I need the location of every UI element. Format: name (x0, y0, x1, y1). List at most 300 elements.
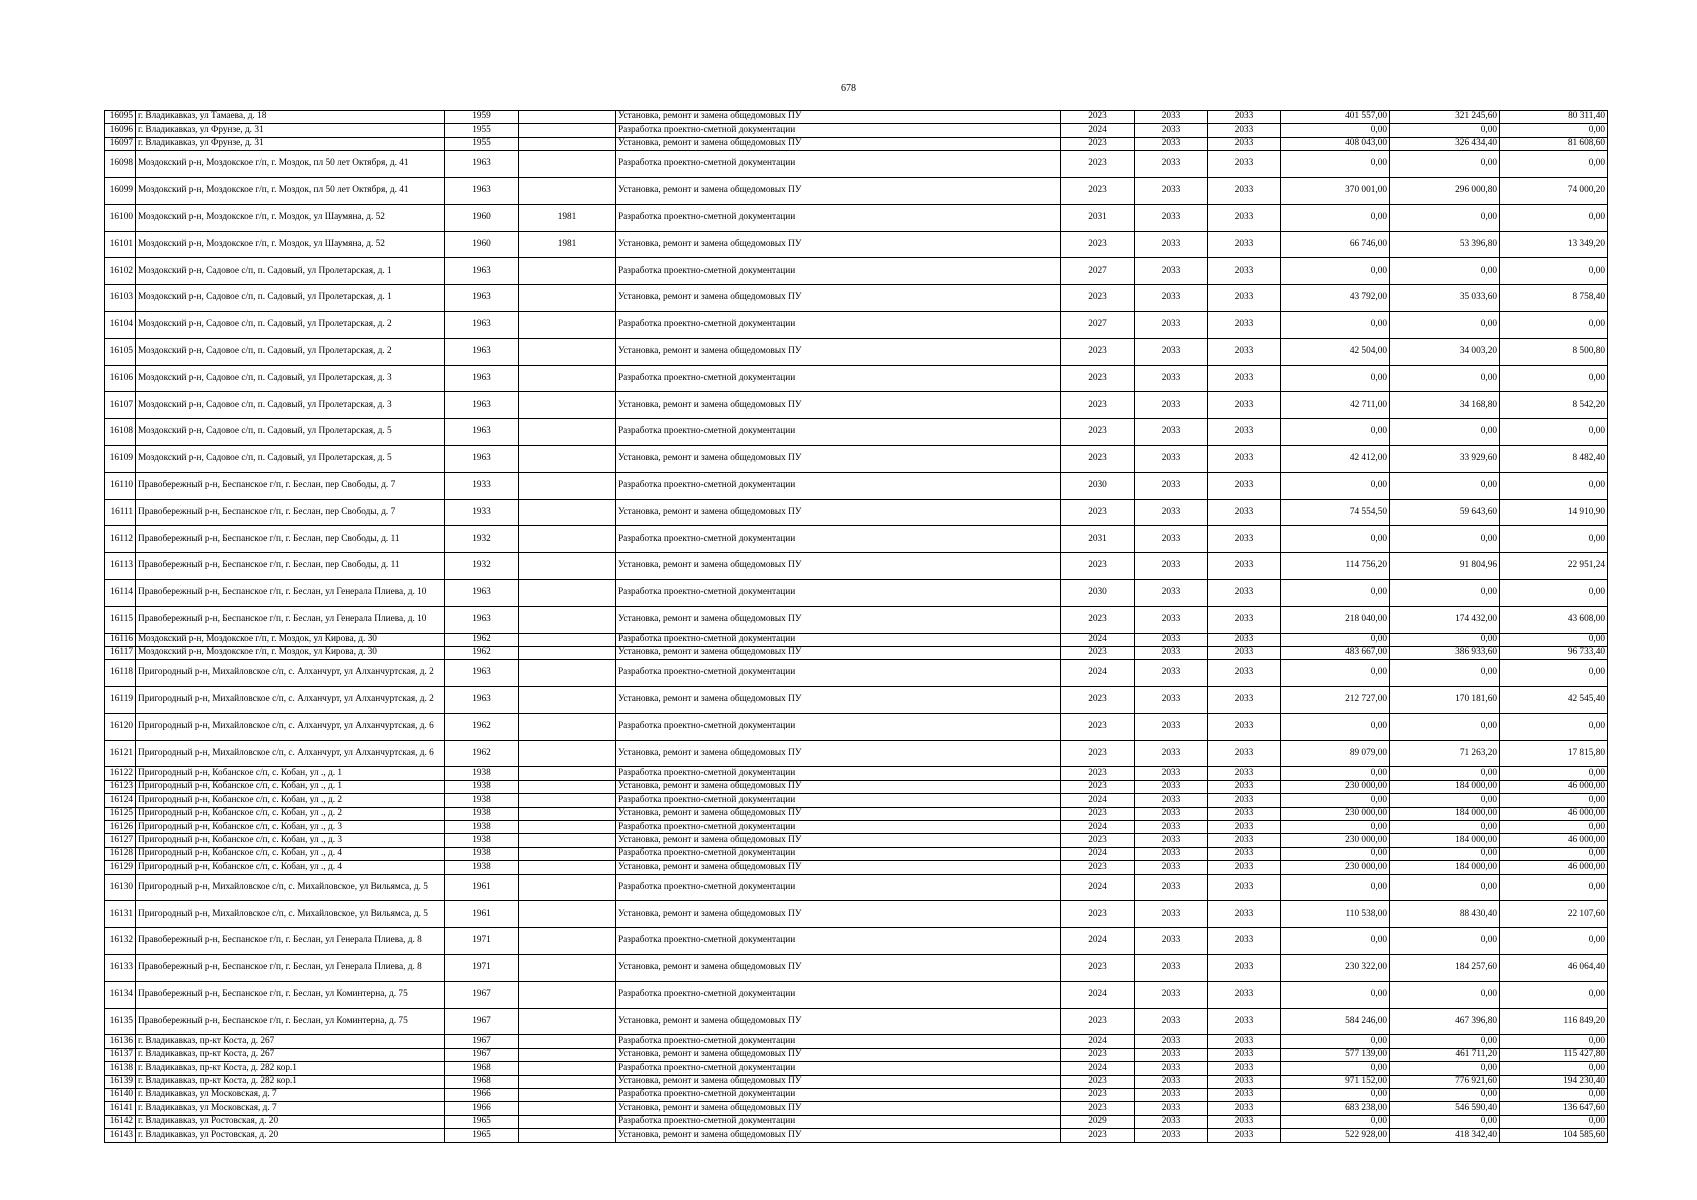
work-type-cell: Установка, ремонт и замена общедомовых ПУ (616, 111, 1061, 124)
planned-year-cell: 2023 (1061, 606, 1135, 633)
end-year-cell: 2033 (1208, 834, 1281, 847)
address-cell: Пригородный р-н, Михайловское с/п, с. Алханчурт, ул Алханчуртская, д. 2 (136, 687, 445, 714)
reconstruction-year-cell (519, 1035, 616, 1048)
work-type-cell: Разработка проектно-сметной документации (616, 526, 1061, 553)
build-year-cell: 1963 (445, 258, 519, 285)
row-number-cell: 16137 (105, 1048, 136, 1061)
row-number-cell: 16104 (105, 311, 136, 338)
total-cost-cell: 0,00 (1281, 633, 1390, 646)
table-row (105, 137, 1608, 150)
reconstruction-year-cell (519, 981, 616, 1008)
reconstruction-year-cell (519, 633, 616, 646)
fund-cost-cell: 0,00 (1390, 419, 1500, 446)
end-year-cell: 2033 (1208, 1115, 1281, 1128)
fund-cost-cell: 0,00 (1390, 874, 1500, 901)
end-year-cell: 2033 (1208, 231, 1281, 258)
address-cell: Моздокский р-н, Садовое с/п, п. Садовый, ул Пролетарская, д. 1 (136, 285, 445, 312)
total-cost-cell: 230 000,00 (1281, 834, 1390, 847)
build-year-cell: 1968 (445, 1075, 519, 1088)
work-type-cell: Установка, ремонт и замена общедомовых ПУ (616, 1075, 1061, 1088)
table-row (105, 646, 1608, 659)
total-cost-cell: 0,00 (1281, 660, 1390, 687)
start-year-cell: 2033 (1135, 1129, 1208, 1142)
work-type-cell: Разработка проектно-сметной документации (616, 874, 1061, 901)
start-year-cell: 2033 (1135, 928, 1208, 955)
start-year-cell: 2033 (1135, 1102, 1208, 1115)
fund-cost-cell: 461 711,20 (1390, 1048, 1500, 1061)
planned-year-cell: 2023 (1061, 231, 1135, 258)
build-year-cell: 1938 (445, 794, 519, 807)
build-year-cell: 1963 (445, 445, 519, 472)
owner-cost-cell: 8 500,80 (1500, 338, 1608, 365)
start-year-cell: 2033 (1135, 660, 1208, 687)
fund-cost-cell: 776 921,60 (1390, 1075, 1500, 1088)
reconstruction-year-cell (519, 553, 616, 580)
reconstruction-year-cell (519, 151, 616, 178)
address-cell: Пригородный р-н, Михайловское с/п, с. Алханчурт, ул Алханчуртская, д. 6 (136, 713, 445, 740)
build-year-cell: 1963 (445, 419, 519, 446)
end-year-cell: 2033 (1208, 928, 1281, 955)
row-number-cell: 16114 (105, 579, 136, 606)
reconstruction-year-cell (519, 780, 616, 793)
row-number-cell: 16115 (105, 606, 136, 633)
planned-year-cell: 2023 (1061, 861, 1135, 874)
total-cost-cell: 42 504,00 (1281, 338, 1390, 365)
start-year-cell: 2033 (1135, 1062, 1208, 1075)
end-year-cell: 2033 (1208, 1035, 1281, 1048)
work-type-cell: Установка, ремонт и замена общедомовых ПУ (616, 137, 1061, 150)
build-year-cell: 1938 (445, 807, 519, 820)
owner-cost-cell: 0,00 (1500, 1035, 1608, 1048)
row-number-cell: 16141 (105, 1102, 136, 1115)
fund-cost-cell: 0,00 (1390, 1115, 1500, 1128)
build-year-cell: 1963 (445, 177, 519, 204)
table-row (105, 901, 1608, 928)
fund-cost-cell: 0,00 (1390, 472, 1500, 499)
end-year-cell: 2033 (1208, 338, 1281, 365)
start-year-cell: 2033 (1135, 285, 1208, 312)
total-cost-cell: 230 000,00 (1281, 861, 1390, 874)
row-number-cell: 16112 (105, 526, 136, 553)
start-year-cell: 2033 (1135, 579, 1208, 606)
owner-cost-cell: 0,00 (1500, 633, 1608, 646)
work-type-cell: Установка, ремонт и замена общедомовых ПУ (616, 445, 1061, 472)
end-year-cell: 2033 (1208, 111, 1281, 124)
table-row (105, 606, 1608, 633)
fund-cost-cell: 53 396,80 (1390, 231, 1500, 258)
row-number-cell: 16102 (105, 258, 136, 285)
total-cost-cell: 0,00 (1281, 794, 1390, 807)
reconstruction-year-cell (519, 861, 616, 874)
total-cost-cell: 971 152,00 (1281, 1075, 1390, 1088)
row-number-cell: 16103 (105, 285, 136, 312)
build-year-cell: 1967 (445, 1035, 519, 1048)
start-year-cell: 2033 (1135, 472, 1208, 499)
work-type-cell: Разработка проектно-сметной документации (616, 794, 1061, 807)
address-cell: Правобережный р-н, Беспанское г/п, г. Беслан, пер Свободы, д. 11 (136, 526, 445, 553)
total-cost-cell: 0,00 (1281, 258, 1390, 285)
row-number-cell: 16124 (105, 794, 136, 807)
start-year-cell: 2033 (1135, 526, 1208, 553)
reconstruction-year-cell (519, 124, 616, 137)
total-cost-cell: 218 040,00 (1281, 606, 1390, 633)
total-cost-cell: 522 928,00 (1281, 1129, 1390, 1142)
reconstruction-year-cell (519, 111, 616, 124)
build-year-cell: 1966 (445, 1102, 519, 1115)
address-cell: г. Владикавказ, пр-кт Коста, д. 282 кор.1 (136, 1075, 445, 1088)
work-type-cell: Разработка проектно-сметной документации (616, 365, 1061, 392)
start-year-cell: 2033 (1135, 981, 1208, 1008)
table-row (105, 365, 1608, 392)
row-number-cell: 16116 (105, 633, 136, 646)
table-row (105, 807, 1608, 820)
planned-year-cell: 2023 (1061, 365, 1135, 392)
row-number-cell: 16100 (105, 204, 136, 231)
reconstruction-year-cell (519, 1048, 616, 1061)
reconstruction-year-cell (519, 687, 616, 714)
owner-cost-cell: 13 349,20 (1500, 231, 1608, 258)
build-year-cell: 1963 (445, 151, 519, 178)
planned-year-cell: 2023 (1061, 1129, 1135, 1142)
end-year-cell: 2033 (1208, 606, 1281, 633)
owner-cost-cell: 0,00 (1500, 365, 1608, 392)
work-type-cell: Разработка проектно-сметной документации (616, 1035, 1061, 1048)
row-number-cell: 16122 (105, 767, 136, 780)
address-cell: Пригородный р-н, Кобанское с/п, с. Кобан, ул ., д. 4 (136, 847, 445, 860)
planned-year-cell: 2023 (1061, 780, 1135, 793)
work-type-cell: Установка, ремонт и замена общедомовых ПУ (616, 338, 1061, 365)
fund-cost-cell: 0,00 (1390, 526, 1500, 553)
address-cell: Моздокский р-н, Садовое с/п, п. Садовый, ул Пролетарская, д. 5 (136, 445, 445, 472)
build-year-cell: 1938 (445, 834, 519, 847)
table-row (105, 231, 1608, 258)
address-cell: Пригородный р-н, Михайловское с/п, с. Михайловское, ул Вильямса, д. 5 (136, 874, 445, 901)
start-year-cell: 2033 (1135, 419, 1208, 446)
end-year-cell: 2033 (1208, 633, 1281, 646)
row-number-cell: 16126 (105, 821, 136, 834)
planned-year-cell: 2024 (1061, 660, 1135, 687)
planned-year-cell: 2023 (1061, 553, 1135, 580)
build-year-cell: 1932 (445, 553, 519, 580)
start-year-cell: 2033 (1135, 365, 1208, 392)
row-number-cell: 16125 (105, 807, 136, 820)
row-number-cell: 16119 (105, 687, 136, 714)
reconstruction-year-cell (519, 713, 616, 740)
owner-cost-cell: 0,00 (1500, 1062, 1608, 1075)
planned-year-cell: 2023 (1061, 767, 1135, 780)
total-cost-cell: 0,00 (1281, 579, 1390, 606)
table-row (105, 1035, 1608, 1048)
owner-cost-cell: 0,00 (1500, 311, 1608, 338)
total-cost-cell: 577 139,00 (1281, 1048, 1390, 1061)
end-year-cell: 2033 (1208, 124, 1281, 137)
build-year-cell: 1963 (445, 365, 519, 392)
owner-cost-cell: 104 585,60 (1500, 1129, 1608, 1142)
address-cell: Пригородный р-н, Кобанское с/п, с. Кобан, ул ., д. 2 (136, 794, 445, 807)
build-year-cell: 1960 (445, 204, 519, 231)
address-cell: Моздокский р-н, Садовое с/п, п. Садовый, ул Пролетарская, д. 3 (136, 365, 445, 392)
end-year-cell: 2033 (1208, 794, 1281, 807)
owner-cost-cell: 8 758,40 (1500, 285, 1608, 312)
row-number-cell: 16134 (105, 981, 136, 1008)
table-row (105, 874, 1608, 901)
owner-cost-cell: 42 545,40 (1500, 687, 1608, 714)
reconstruction-year-cell (519, 177, 616, 204)
total-cost-cell: 42 412,00 (1281, 445, 1390, 472)
end-year-cell: 2033 (1208, 137, 1281, 150)
start-year-cell: 2033 (1135, 1075, 1208, 1088)
reconstruction-year-cell (519, 338, 616, 365)
planned-year-cell: 2024 (1061, 633, 1135, 646)
table-row (105, 419, 1608, 446)
work-type-cell: Разработка проектно-сметной документации (616, 311, 1061, 338)
work-type-cell: Разработка проектно-сметной документации (616, 419, 1061, 446)
reconstruction-year-cell (519, 901, 616, 928)
fund-cost-cell: 184 000,00 (1390, 861, 1500, 874)
start-year-cell: 2033 (1135, 177, 1208, 204)
end-year-cell: 2033 (1208, 472, 1281, 499)
reconstruction-year-cell (519, 955, 616, 982)
fund-cost-cell: 0,00 (1390, 928, 1500, 955)
reconstruction-year-cell (519, 472, 616, 499)
reconstruction-year-cell (519, 1088, 616, 1101)
build-year-cell: 1971 (445, 955, 519, 982)
work-type-cell: Установка, ремонт и замена общедомовых ПУ (616, 231, 1061, 258)
total-cost-cell: 43 792,00 (1281, 285, 1390, 312)
planned-year-cell: 2023 (1061, 445, 1135, 472)
table-row (105, 780, 1608, 793)
owner-cost-cell: 136 647,60 (1500, 1102, 1608, 1115)
row-number-cell: 16129 (105, 861, 136, 874)
owner-cost-cell: 0,00 (1500, 1088, 1608, 1101)
row-number-cell: 16108 (105, 419, 136, 446)
address-cell: Пригородный р-н, Кобанское с/п, с. Кобан, ул ., д. 3 (136, 834, 445, 847)
address-cell: Моздокский р-н, Садовое с/п, п. Садовый, ул Пролетарская, д. 2 (136, 311, 445, 338)
total-cost-cell: 0,00 (1281, 928, 1390, 955)
planned-year-cell: 2031 (1061, 526, 1135, 553)
end-year-cell: 2033 (1208, 1102, 1281, 1115)
start-year-cell: 2033 (1135, 1088, 1208, 1101)
row-number-cell: 16121 (105, 740, 136, 767)
planned-year-cell: 2024 (1061, 874, 1135, 901)
end-year-cell: 2033 (1208, 1088, 1281, 1101)
row-number-cell: 16123 (105, 780, 136, 793)
owner-cost-cell: 46 000,00 (1500, 834, 1608, 847)
address-cell: г. Владикавказ, ул Тамаева, д. 18 (136, 111, 445, 124)
reconstruction-year-cell (519, 285, 616, 312)
planned-year-cell: 2023 (1061, 807, 1135, 820)
planned-year-cell: 2023 (1061, 1088, 1135, 1101)
total-cost-cell: 401 557,00 (1281, 111, 1390, 124)
reconstruction-year-cell: 1981 (519, 231, 616, 258)
table-row (105, 955, 1608, 982)
table-row (105, 258, 1608, 285)
end-year-cell: 2033 (1208, 646, 1281, 659)
table-row (105, 311, 1608, 338)
fund-cost-cell: 0,00 (1390, 204, 1500, 231)
reconstruction-year-cell (519, 1075, 616, 1088)
planned-year-cell: 2024 (1061, 821, 1135, 834)
table-row (105, 151, 1608, 178)
end-year-cell: 2033 (1208, 713, 1281, 740)
address-cell: г. Владикавказ, пр-кт Коста, д. 267 (136, 1048, 445, 1061)
table-row (105, 1088, 1608, 1101)
table-row (105, 1008, 1608, 1035)
start-year-cell: 2033 (1135, 834, 1208, 847)
build-year-cell: 1961 (445, 874, 519, 901)
end-year-cell: 2033 (1208, 1075, 1281, 1088)
owner-cost-cell: 0,00 (1500, 928, 1608, 955)
start-year-cell: 2033 (1135, 445, 1208, 472)
start-year-cell: 2033 (1135, 553, 1208, 580)
row-number-cell: 16106 (105, 365, 136, 392)
table-row (105, 1102, 1608, 1115)
planned-year-cell: 2023 (1061, 1008, 1135, 1035)
row-number-cell: 16143 (105, 1129, 136, 1142)
row-number-cell: 16096 (105, 124, 136, 137)
table-row (105, 285, 1608, 312)
end-year-cell: 2033 (1208, 740, 1281, 767)
table-row (105, 1115, 1608, 1128)
row-number-cell: 16142 (105, 1115, 136, 1128)
build-year-cell: 1938 (445, 780, 519, 793)
build-year-cell: 1967 (445, 981, 519, 1008)
owner-cost-cell: 17 815,80 (1500, 740, 1608, 767)
total-cost-cell: 0,00 (1281, 204, 1390, 231)
address-cell: Моздокский р-н, Моздокское г/п, г. Моздок, пл 50 лет Октября, д. 41 (136, 151, 445, 178)
owner-cost-cell: 116 849,20 (1500, 1008, 1608, 1035)
reconstruction-year-cell (519, 137, 616, 150)
owner-cost-cell: 0,00 (1500, 874, 1608, 901)
build-year-cell: 1966 (445, 1088, 519, 1101)
address-cell: Правобережный р-н, Беспанское г/п, г. Беслан, ул Коминтерна, д. 75 (136, 981, 445, 1008)
row-number-cell: 16136 (105, 1035, 136, 1048)
total-cost-cell: 0,00 (1281, 365, 1390, 392)
planned-year-cell: 2023 (1061, 285, 1135, 312)
fund-cost-cell: 0,00 (1390, 767, 1500, 780)
owner-cost-cell: 22 107,60 (1500, 901, 1608, 928)
start-year-cell: 2033 (1135, 606, 1208, 633)
fund-cost-cell: 0,00 (1390, 660, 1500, 687)
work-type-cell: Разработка проектно-сметной документации (616, 633, 1061, 646)
fund-cost-cell: 0,00 (1390, 847, 1500, 860)
total-cost-cell: 89 079,00 (1281, 740, 1390, 767)
end-year-cell: 2033 (1208, 767, 1281, 780)
owner-cost-cell: 0,00 (1500, 526, 1608, 553)
end-year-cell: 2033 (1208, 579, 1281, 606)
total-cost-cell: 0,00 (1281, 1115, 1390, 1128)
row-number-cell: 16109 (105, 445, 136, 472)
end-year-cell: 2033 (1208, 285, 1281, 312)
reconstruction-year-cell (519, 834, 616, 847)
total-cost-cell: 110 538,00 (1281, 901, 1390, 928)
fund-cost-cell: 174 432,00 (1390, 606, 1500, 633)
start-year-cell: 2033 (1135, 633, 1208, 646)
fund-cost-cell: 33 929,60 (1390, 445, 1500, 472)
owner-cost-cell: 74 000,20 (1500, 177, 1608, 204)
planned-year-cell: 2023 (1061, 338, 1135, 365)
reconstruction-year-cell (519, 365, 616, 392)
owner-cost-cell: 0,00 (1500, 767, 1608, 780)
planned-year-cell: 2023 (1061, 151, 1135, 178)
fund-cost-cell: 0,00 (1390, 633, 1500, 646)
total-cost-cell: 212 727,00 (1281, 687, 1390, 714)
work-type-cell: Разработка проектно-сметной документации (616, 981, 1061, 1008)
fund-cost-cell: 546 590,40 (1390, 1102, 1500, 1115)
owner-cost-cell: 0,00 (1500, 204, 1608, 231)
end-year-cell: 2033 (1208, 311, 1281, 338)
address-cell: Правобережный р-н, Беспанское г/п, г. Беслан, пер Свободы, д. 11 (136, 553, 445, 580)
start-year-cell: 2033 (1135, 258, 1208, 285)
total-cost-cell: 74 554,50 (1281, 499, 1390, 526)
row-number-cell: 16140 (105, 1088, 136, 1101)
program-table (104, 110, 1608, 1143)
owner-cost-cell: 0,00 (1500, 124, 1608, 137)
build-year-cell: 1955 (445, 124, 519, 137)
owner-cost-cell: 46 000,00 (1500, 780, 1608, 793)
planned-year-cell: 2023 (1061, 834, 1135, 847)
work-type-cell: Установка, ремонт и замена общедомовых ПУ (616, 1102, 1061, 1115)
build-year-cell: 1933 (445, 472, 519, 499)
total-cost-cell: 0,00 (1281, 124, 1390, 137)
start-year-cell: 2033 (1135, 874, 1208, 901)
end-year-cell: 2033 (1208, 365, 1281, 392)
row-number-cell: 16097 (105, 137, 136, 150)
build-year-cell: 1965 (445, 1129, 519, 1142)
owner-cost-cell: 80 311,40 (1500, 111, 1608, 124)
work-type-cell: Разработка проектно-сметной документации (616, 1115, 1061, 1128)
end-year-cell: 2033 (1208, 553, 1281, 580)
planned-year-cell: 2030 (1061, 579, 1135, 606)
planned-year-cell: 2023 (1061, 499, 1135, 526)
total-cost-cell: 0,00 (1281, 821, 1390, 834)
reconstruction-year-cell (519, 606, 616, 633)
work-type-cell: Разработка проектно-сметной документации (616, 1088, 1061, 1101)
owner-cost-cell: 0,00 (1500, 472, 1608, 499)
start-year-cell: 2033 (1135, 794, 1208, 807)
owner-cost-cell: 0,00 (1500, 258, 1608, 285)
total-cost-cell: 483 667,00 (1281, 646, 1390, 659)
table-row (105, 847, 1608, 860)
build-year-cell: 1933 (445, 499, 519, 526)
address-cell: Правобережный р-н, Беспанское г/п, г. Беслан, пер Свободы, д. 7 (136, 472, 445, 499)
planned-year-cell: 2024 (1061, 1035, 1135, 1048)
total-cost-cell: 683 238,00 (1281, 1102, 1390, 1115)
work-type-cell: Установка, ремонт и замена общедомовых ПУ (616, 834, 1061, 847)
row-number-cell: 16128 (105, 847, 136, 860)
build-year-cell: 1963 (445, 660, 519, 687)
address-cell: Пригородный р-н, Кобанское с/п, с. Кобан, ул ., д. 1 (136, 767, 445, 780)
reconstruction-year-cell (519, 821, 616, 834)
planned-year-cell: 2029 (1061, 1115, 1135, 1128)
build-year-cell: 1938 (445, 847, 519, 860)
start-year-cell: 2033 (1135, 392, 1208, 419)
build-year-cell: 1955 (445, 137, 519, 150)
address-cell: г. Владикавказ, ул Московская, д. 7 (136, 1102, 445, 1115)
fund-cost-cell: 0,00 (1390, 258, 1500, 285)
row-number-cell: 16132 (105, 928, 136, 955)
row-number-cell: 16111 (105, 499, 136, 526)
work-type-cell: Установка, ремонт и замена общедомовых ПУ (616, 553, 1061, 580)
fund-cost-cell: 35 033,60 (1390, 285, 1500, 312)
work-type-cell: Установка, ремонт и замена общедомовых ПУ (616, 1008, 1061, 1035)
start-year-cell: 2033 (1135, 338, 1208, 365)
work-type-cell: Установка, ремонт и замена общедомовых ПУ (616, 1048, 1061, 1061)
planned-year-cell: 2023 (1061, 111, 1135, 124)
end-year-cell: 2033 (1208, 526, 1281, 553)
reconstruction-year-cell (519, 794, 616, 807)
work-type-cell: Разработка проектно-сметной документации (616, 821, 1061, 834)
